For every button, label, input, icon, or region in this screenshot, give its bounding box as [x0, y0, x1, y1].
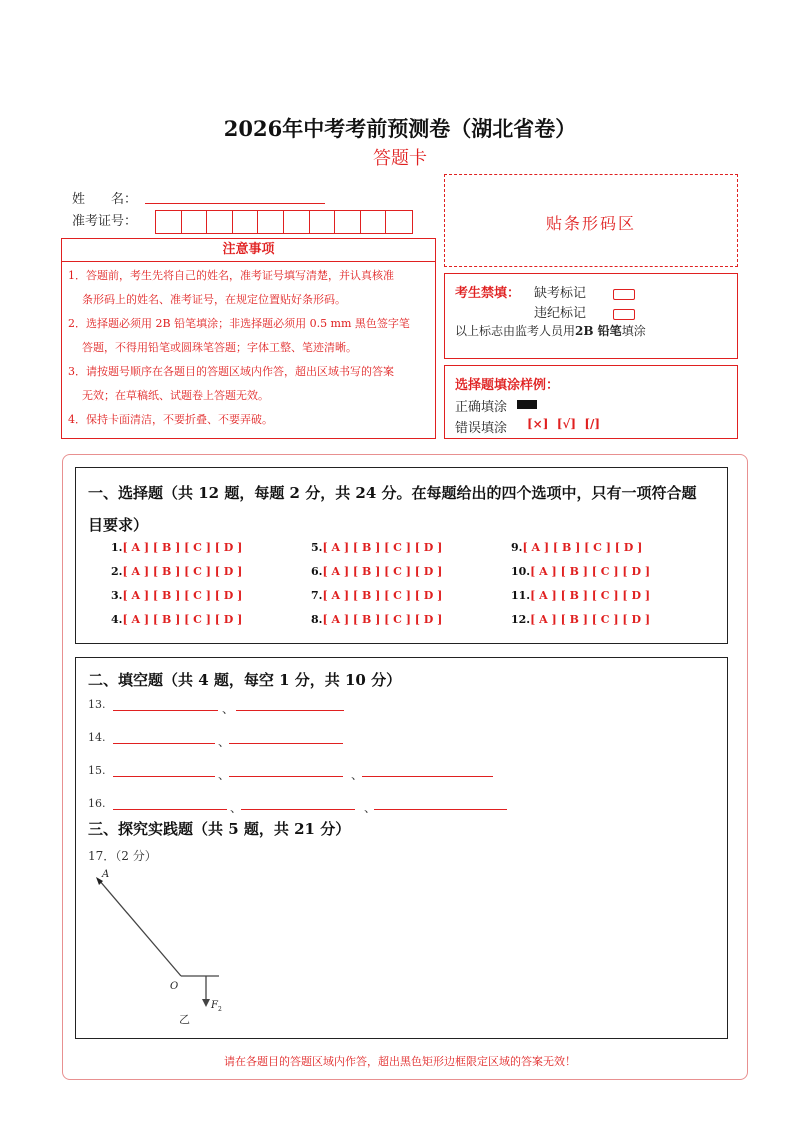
id-digit-box[interactable]: [182, 211, 208, 233]
q13-label: 13.: [88, 698, 106, 711]
forbid-heading: 考生禁填：: [455, 286, 521, 301]
section1-heading-line1: 一、选择题（共 12 题，每题 2 分，共 24 分。在每题给出的四个选项中，只有一项符合题: [88, 484, 697, 502]
violation-mark-box[interactable]: [613, 309, 635, 320]
question-number: 1.: [111, 541, 123, 554]
q16-blank-1[interactable]: [113, 795, 227, 810]
answer-options[interactable]: [ A ] [ B ] [ C ] [ D ]: [530, 613, 651, 626]
answer-options[interactable]: [ A ] [ B ] [ C ] [ D ]: [530, 589, 651, 602]
q15-blank-3[interactable]: [362, 762, 493, 777]
choice-question-7[interactable]: [311, 589, 442, 602]
q16-label: 16.: [88, 797, 106, 810]
separator: 、: [230, 801, 243, 815]
choice-question-11[interactable]: [511, 589, 650, 602]
q15-blank-1[interactable]: [113, 762, 215, 777]
answer-options[interactable]: [ A ] [ B ] [ C ] [ D ]: [122, 541, 243, 554]
answer-options[interactable]: [ A ] [ B ] [ C ] [ D ]: [122, 589, 243, 602]
question-number: 10.: [511, 565, 531, 578]
id-digit-box[interactable]: [233, 211, 259, 233]
section2-heading: 二、填空题（共 4 题，每空 1 分，共 10 分）: [88, 671, 402, 689]
question-number: 2.: [111, 565, 123, 578]
correct-label: 正确填涂: [455, 400, 508, 415]
absent-label: 缺考标记: [534, 286, 587, 301]
examiner-only-panel: [444, 273, 738, 359]
note-line: 2．选择题必须用 2B 铅笔填涂；非选择题必须用 0.5 mm 黑色签字笔: [68, 317, 410, 330]
q14-blank-1[interactable]: [113, 729, 215, 744]
label-F-subscript: 2: [218, 1006, 222, 1013]
footer-warning: 请在各题目的答题区域内作答，超出黑色矩形边框限定区域的答案无效！: [224, 1055, 576, 1068]
name-field[interactable]: [145, 203, 325, 204]
id-digit-box[interactable]: [335, 211, 361, 233]
q15-blank-2[interactable]: [229, 762, 343, 777]
answer-options[interactable]: [ A ] [ B ] [ C ] [ D ]: [522, 541, 643, 554]
page-title: 2026年中考考前预测卷（湖北省卷）: [223, 116, 577, 141]
section3-heading: 三、探究实践题（共 5 题，共 21 分）: [88, 820, 351, 838]
sample-heading: 选择题填涂样例：: [455, 378, 560, 393]
barcode-area: [444, 174, 738, 267]
wrong-label: 错误填涂: [455, 421, 508, 436]
absent-mark-box[interactable]: [613, 289, 635, 300]
question-number: 12.: [511, 613, 531, 626]
id-digit-box[interactable]: [284, 211, 310, 233]
q16-blank-3[interactable]: [374, 795, 507, 810]
q16-blank-2[interactable]: [241, 795, 355, 810]
choice-question-4[interactable]: [111, 613, 242, 626]
answer-options[interactable]: [ A ] [ B ] [ C ] [ D ]: [322, 565, 443, 578]
page-subtitle: 答题卡: [373, 148, 427, 169]
answer-options[interactable]: [ A ] [ B ] [ C ] [ D ]: [322, 613, 443, 626]
choice-question-2[interactable]: [111, 565, 242, 578]
choice-question-9[interactable]: [511, 541, 642, 554]
force-arrow: [202, 999, 210, 1007]
question-number: 6.: [311, 565, 323, 578]
choice-question-3[interactable]: [111, 589, 242, 602]
q14-label: 14.: [88, 731, 106, 744]
label-O: O: [170, 981, 179, 992]
question-number: 5.: [311, 541, 323, 554]
question-number: 3.: [111, 589, 123, 602]
choice-question-6[interactable]: [311, 565, 442, 578]
name-label: 姓 名：: [72, 192, 138, 207]
separator: 、: [351, 768, 364, 782]
section-fill-and-practice: [75, 657, 728, 1039]
separator: 、: [218, 768, 231, 782]
choice-question-1[interactable]: [111, 541, 242, 554]
id-digit-box[interactable]: [258, 211, 284, 233]
answer-options[interactable]: [ A ] [ B ] [ C ] [ D ]: [530, 565, 651, 578]
id-digit-box[interactable]: [386, 211, 412, 233]
q14-blank-2[interactable]: [229, 729, 343, 744]
fill-sample-panel: [444, 365, 738, 439]
separator: 、: [364, 801, 377, 815]
q15-label: 15.: [88, 764, 106, 777]
note-line: 条形码上的姓名、准考证号，在规定位置贴好条形码。: [82, 293, 346, 306]
figure-caption: 乙: [179, 1013, 190, 1026]
q13-blank-2[interactable]: [236, 696, 344, 711]
section1-heading-line2: 目要求）: [88, 516, 149, 534]
question-number: 9.: [511, 541, 523, 554]
choice-question-12[interactable]: [511, 613, 650, 626]
question-number: 11.: [511, 589, 531, 602]
id-digit-box[interactable]: [361, 211, 387, 233]
note-line: 4．保持卡面清洁，不要折叠、不要弄破。: [68, 413, 273, 426]
notes-panel: [61, 238, 436, 439]
answer-options[interactable]: [ A ] [ B ] [ C ] [ D ]: [322, 589, 443, 602]
choice-question-10[interactable]: [511, 565, 650, 578]
lever-arm: [99, 880, 181, 976]
wrong-fill-samples: [×] [√] [/]: [527, 417, 601, 431]
note-line: 3．请按题号顺序在各题目的答题区域内作答，超出区域书写的答案: [68, 365, 394, 378]
forbid-note: 以上标志由监考人员用2B 铅笔填涂: [455, 324, 646, 338]
violation-label: 违纪标记: [534, 306, 587, 321]
exam-id-boxes[interactable]: [155, 210, 413, 234]
section-choice: [75, 467, 728, 644]
note-line: 答题，不得用铅笔或圆珠笔答题；字体工整、笔迹清晰。: [82, 341, 357, 354]
separator: 、: [218, 735, 231, 749]
question-number: 8.: [311, 613, 323, 626]
label-F: F: [211, 1000, 218, 1011]
barcode-label: 贴条形码区: [545, 214, 636, 233]
note-line: 1．答题前，考生先将自己的姓名，准考证号填写清楚，并认真核准: [68, 269, 394, 282]
notes-heading: 注意事项: [62, 239, 435, 262]
id-digit-box[interactable]: [156, 211, 182, 233]
answer-options[interactable]: [ A ] [ B ] [ C ] [ D ]: [122, 565, 243, 578]
answer-options[interactable]: [ A ] [ B ] [ C ] [ D ]: [122, 613, 243, 626]
id-digit-box[interactable]: [207, 211, 233, 233]
note-line: 无效；在草稿纸、试题卷上答题无效。: [82, 389, 269, 402]
choice-question-8[interactable]: [311, 613, 442, 626]
lever-figure: [88, 868, 228, 1028]
question-number: 4.: [111, 613, 123, 626]
choice-question-5[interactable]: [311, 541, 442, 554]
answer-options[interactable]: [ A ] [ B ] [ C ] [ D ]: [322, 541, 443, 554]
exam-id-label: 准考证号：: [72, 214, 138, 229]
q13-blank-1[interactable]: [113, 696, 218, 711]
id-digit-box[interactable]: [310, 211, 336, 233]
separator: 、: [222, 702, 235, 716]
q17-label: 17．（2 分）: [88, 849, 157, 863]
question-number: 7.: [311, 589, 323, 602]
correct-fill-sample: [517, 400, 537, 409]
label-A: A: [102, 869, 110, 880]
